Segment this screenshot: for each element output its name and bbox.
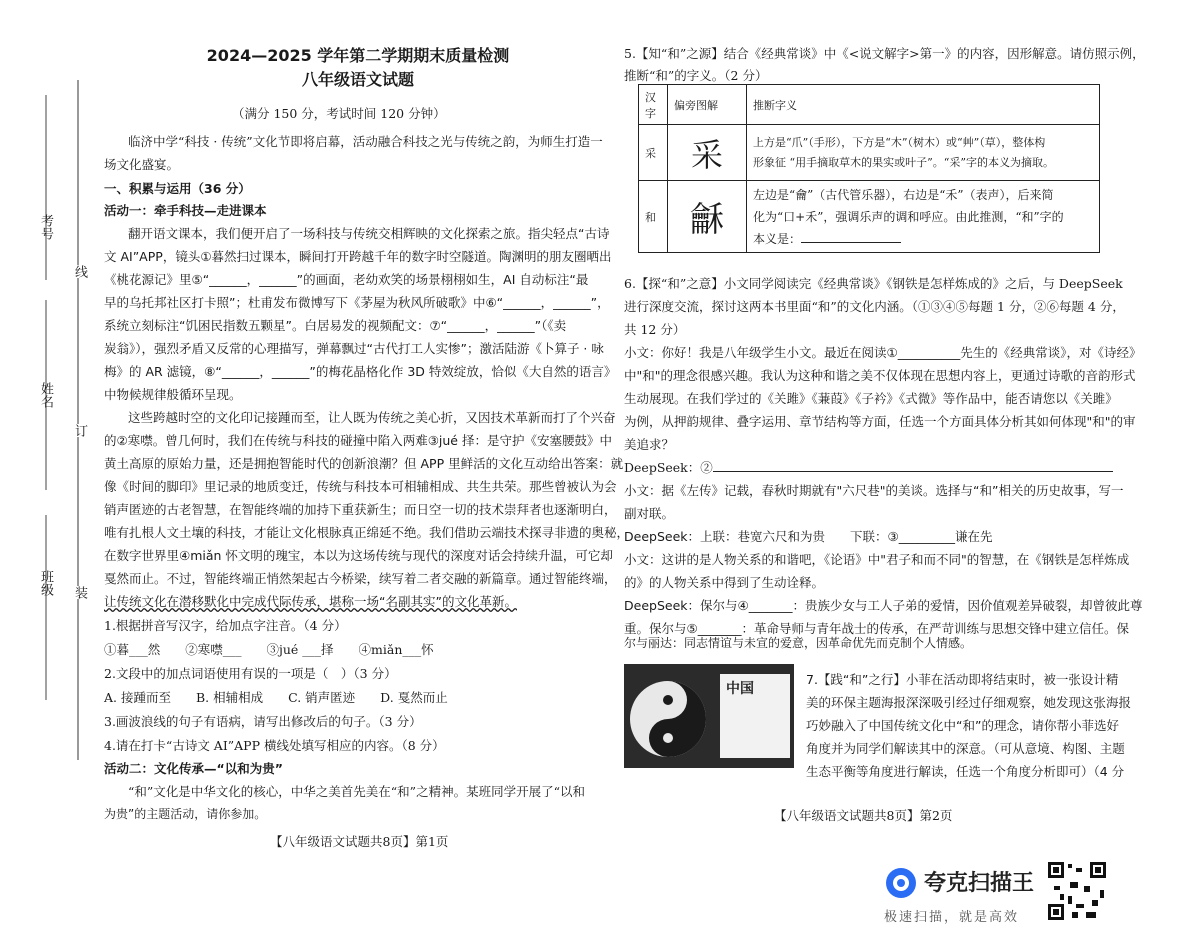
question-7-line: 美的环保主题海报深深吸引经过仔细观察，她发现这张海报 bbox=[806, 695, 1132, 710]
table-meaning-line: 本义是： bbox=[753, 231, 802, 246]
question-1: 1.根据拼音写汉字，给加点字注音。（4 分） bbox=[104, 618, 347, 633]
table-header: 推断字义 bbox=[747, 85, 1100, 125]
question-2-options: A. 接踵而至 B. 相辅相成 C. 销声匿迹 D. 戛然而止 bbox=[104, 690, 448, 705]
question-6-line-3: 共 12 分） bbox=[624, 322, 686, 337]
answer-blank[interactable] bbox=[713, 471, 1113, 472]
seal-glyph-he: 龢 bbox=[668, 181, 747, 253]
para1-line: 《桃花源记》里⑤“______，______”的画面，老幼欢笑的场景栩栩如生，AI 自动标注“最 bbox=[104, 272, 589, 287]
scanner-slogan: 极速扫描，就是高效 bbox=[884, 910, 1020, 925]
question-4: 4.请在打卡“古诗文 AI”APP 横线处填写相应的内容。（8 分） bbox=[104, 738, 445, 753]
para2-line: 的②寒噤。曾几何时，我们在传统与科技的碰撞中陷入两难③jué 择：是守护《安塞腰鼓》中 bbox=[104, 433, 612, 448]
section-1-heading: 一、积累与运用（36 分） bbox=[104, 181, 251, 196]
para2-line: 在数字世界里④miǎn 怀文明的瑰宝，本以为这场传统与现代的深度对话会持续升温，可它却 bbox=[104, 548, 613, 563]
para1-line: 中物候规律般循环呈现。 bbox=[104, 387, 242, 402]
deepseek-label: DeepSeek：② bbox=[624, 460, 713, 475]
table-meaning-line: 形象征 “用手摘取草木的果实或叶子”。“采”字的本义为摘取。 bbox=[753, 155, 1054, 169]
dialog-line: 小文：这讲的是人物关系的和谐吧，《论语》中"君子和而不同"的智慧，在《钢铁是怎样炼成 bbox=[624, 552, 1130, 567]
poster-graphic bbox=[624, 664, 794, 768]
activity-1-heading: 活动一：牵手科技—走进课本 bbox=[104, 203, 267, 218]
scanner-watermark bbox=[880, 858, 1180, 928]
xingming-label: 姓名 bbox=[38, 382, 53, 408]
question-5-line-1: 5.【知“和”之源】结合《经典常谈》中《<说文解字>第一》的内容，因形解意。请仿照示例， bbox=[624, 46, 1145, 61]
kaohao-label: 考号 bbox=[38, 214, 53, 240]
footer-page-2: 【八年级语文试题共8页】第2页 bbox=[774, 808, 953, 823]
question-6-line-1: 6.【探“和”之意】小文同学阅读完《经典常谈》《钢铁是怎样炼成的》之后，与 DeepSeek bbox=[624, 276, 1123, 291]
table-header: 偏旁图解 bbox=[668, 85, 747, 125]
para1-line: 翻开语文课本，我们便开启了一场科技与传统交相辉映的文化探索之旅。指尖轻点“古诗 bbox=[128, 226, 610, 241]
para1-line: 梅》的 AR 滤镜，⑧“______，______”的梅花晶格化作 3D 特效绽放，恰似《大自然的语言》 bbox=[104, 364, 617, 379]
para2-line: 唯有扎根人文土壤的科技，才能让文化根脉真正绵延不绝。我们借助云端技术探寻非遗的奥秘， bbox=[104, 525, 630, 540]
answer-blank[interactable] bbox=[801, 242, 901, 243]
table-header: 汉字 bbox=[639, 85, 668, 125]
table-row bbox=[639, 181, 1100, 253]
table-row bbox=[639, 125, 1100, 181]
question-7-line: 角度并为同学们解读其中的深意。（可从意境、构图、主题 bbox=[806, 741, 1125, 756]
question-3: 3.画波浪线的句子有语病，请写出修改后的句子。（3 分） bbox=[104, 714, 422, 729]
intro-line-2: 场文化盛宴。 bbox=[104, 157, 180, 172]
para2-line: 戛然而止。不过，智能终端正悄然架起古今桥梁，续写着二者交融的新篇章。通过智能终端， bbox=[104, 571, 617, 586]
character-table bbox=[638, 84, 1100, 253]
zhuang-label: 装 bbox=[72, 586, 87, 599]
scanner-logo-icon bbox=[884, 866, 918, 900]
dialog-line: 小文：据《左传》记载，春秋时期就有"六尺巷"的美谈。选择与“和”相关的历史故事，写一 bbox=[624, 483, 1124, 498]
question-7-line: 巧妙融入了中国传统文化中“和”的理念，请你帮小菲选好 bbox=[806, 718, 1119, 733]
binding-lines bbox=[0, 0, 100, 935]
table-cell-char: 和 bbox=[639, 181, 668, 253]
intro-line-1: 临济中学“科技 · 传统”文化节即将启幕，活动融合科技之光与传统之韵，为师生打造一 bbox=[128, 134, 603, 149]
dialog-line: 中"和"的理念很感兴趣。我认为这种和谐之美不仅体现在思想内容上，更通过诗歌的音韵形式 bbox=[624, 368, 1136, 383]
exam-subtitle: 八年级语文试题 bbox=[301, 70, 414, 89]
para1-line: 炭翁》），强烈矛盾又反常的心理描写，弹幕飘过“古代打工人实惨”；激活陆游《卜算子 · 咏 bbox=[104, 341, 604, 356]
xian-label: 线 bbox=[72, 265, 87, 278]
para2-line: 销声匿迹的古老智慧，在智能终端的加持下重获新生；而日空一切的技术崇拜者也逐渐明白， bbox=[104, 502, 617, 517]
question-6-line-2: 进行深度交流，探讨这两本书里面“和”的文化内涵。（①③④⑤每题 1 分，②⑥每题 4 分， bbox=[624, 299, 1125, 314]
question-7-line: 生态平衡等角度进行解读，任选一个角度分析即可）（4 分 bbox=[806, 764, 1125, 779]
binding-margin bbox=[0, 0, 100, 935]
dialog-line: 生动展现。在我们学过的《关雎》《蒹葭》《子衿》《式微》等作品中，能否请您以《关雎》 bbox=[624, 391, 1118, 406]
question-5-line-2: 推断“和”的字义。（2 分） bbox=[624, 68, 768, 83]
para1-line: 早的乌托邦社区打卡照”；杜甫发布微博写下《茅屋为秋风所破歌》中⑥“______，______”， bbox=[104, 295, 610, 310]
para1-line: 文 AI”APP，镜头①暮然扫过课本，瞬间打开跨越千年的数字时空隧道。陶渊明的朋友圈晒出 bbox=[104, 249, 612, 264]
question-2: 2.文段中的加点词语使用有误的一项是（ ）（3 分） bbox=[104, 666, 397, 681]
dialog-line: 美追求？ bbox=[624, 437, 675, 452]
footer-page-1: 【八年级语文试题共8页】第1页 bbox=[270, 834, 449, 849]
exam-note: （满分 150 分，考试时间 120 分钟） bbox=[232, 106, 446, 121]
deepseek-answer-2 bbox=[624, 456, 1113, 479]
question-1-items: ①暮___然 ②寒噤___ ③jué ___择 ④miǎn___怀 bbox=[104, 642, 434, 657]
table-meaning-line: 上方是“爪”（手形），下方是“木”（树木）或“艸”（草），整体构 bbox=[753, 135, 1046, 149]
dialog-line: 为例，从押韵规律、叠字运用、章节结构等方面，任选一个方面具体分析其如何体现"和"的审 bbox=[624, 414, 1136, 429]
para1-line: 系统立刻标注“饥困民指数五颗星”。白居易发的视频配文：⑦“______，______”（《卖 bbox=[104, 318, 567, 333]
deepseek-line: 尔与丽达：同志情谊与未宣的爱意，因革命优先而克制个人情感。 bbox=[624, 636, 973, 650]
dialog-line: 小文：你好！我是八年级学生小文。最近在阅读①__________先生的《经典常谈》，对《诗经》 bbox=[624, 345, 1142, 360]
deepseek-line: DeepSeek：保尔与④_______：贵族少女与工人子弟的爱情，因价值观差异破裂，却曾彼此尊 bbox=[624, 598, 1143, 613]
poster-title: 中国 bbox=[726, 681, 754, 697]
deepseek-couplet: DeepSeek：上联：巷宽六尺和为贵 下联：③_________谦在先 bbox=[624, 529, 993, 544]
exam-title: 2024—2025 学年第二学期期末质量检测 bbox=[206, 46, 510, 65]
para2-line: 黄土高原的原始力量，还是拥抱智能时代的创新浪潮？但 APP 里鲜活的文化互动给出答案：就 bbox=[104, 456, 624, 471]
dialog-line: 的》的人物关系中得到了生动诠释。 bbox=[624, 575, 825, 590]
qr-code-icon bbox=[1046, 860, 1108, 922]
table-meaning-line: 化为“口+禾”，强调乐声的调和呼应。由此推测，“和”字的 bbox=[753, 209, 1064, 224]
right-page bbox=[610, 0, 1200, 935]
table-cell-char: 采 bbox=[639, 125, 668, 181]
para2-line-wavy: 让传统文化在潜移默化中完成代际传承，堪称一场“名副其实”的文化革新。 bbox=[104, 594, 517, 609]
para3-line-1: “和”文化是中华文化的核心，中华之美首先美在“和”之精神。某班同学开展了“以和 bbox=[128, 784, 585, 799]
ding-label: 订 bbox=[72, 424, 87, 437]
seal-glyph-cai: 采 bbox=[668, 125, 747, 181]
banji-label: 班级 bbox=[38, 570, 53, 596]
question-7-line: 7.【践“和”之行】小菲在活动即将结束时，被一张设计精 bbox=[806, 672, 1119, 687]
table-meaning-line: 左边是“龠”（古代管乐器），右边是“禾”（表声），后来简 bbox=[753, 187, 1054, 202]
scanner-name: 夸克扫描王 bbox=[924, 871, 1035, 896]
activity-2-heading: 活动二：文化传承—“以和为贵” bbox=[104, 761, 283, 776]
para2-line: 像《时间的脚印》里记录的地质变迁，传统与科技本可相辅相成、共生共荣。那些曾被认为会 bbox=[104, 479, 617, 494]
para3-line-2: 为贵”的主题活动，请你参加。 bbox=[104, 807, 267, 821]
deepseek-line: 重。保尔与⑤_______：革命导师与青年战士的传承，在严苛训练与思想交锋中建立信任。保 bbox=[624, 621, 1129, 636]
dialog-line: 副对联。 bbox=[624, 506, 675, 521]
para2-line: 这些跨越时空的文化印记接踵而至，让人既为传统之美心折，又因技术革新而打了个兴奋 bbox=[128, 410, 616, 425]
poster-image bbox=[624, 664, 794, 768]
